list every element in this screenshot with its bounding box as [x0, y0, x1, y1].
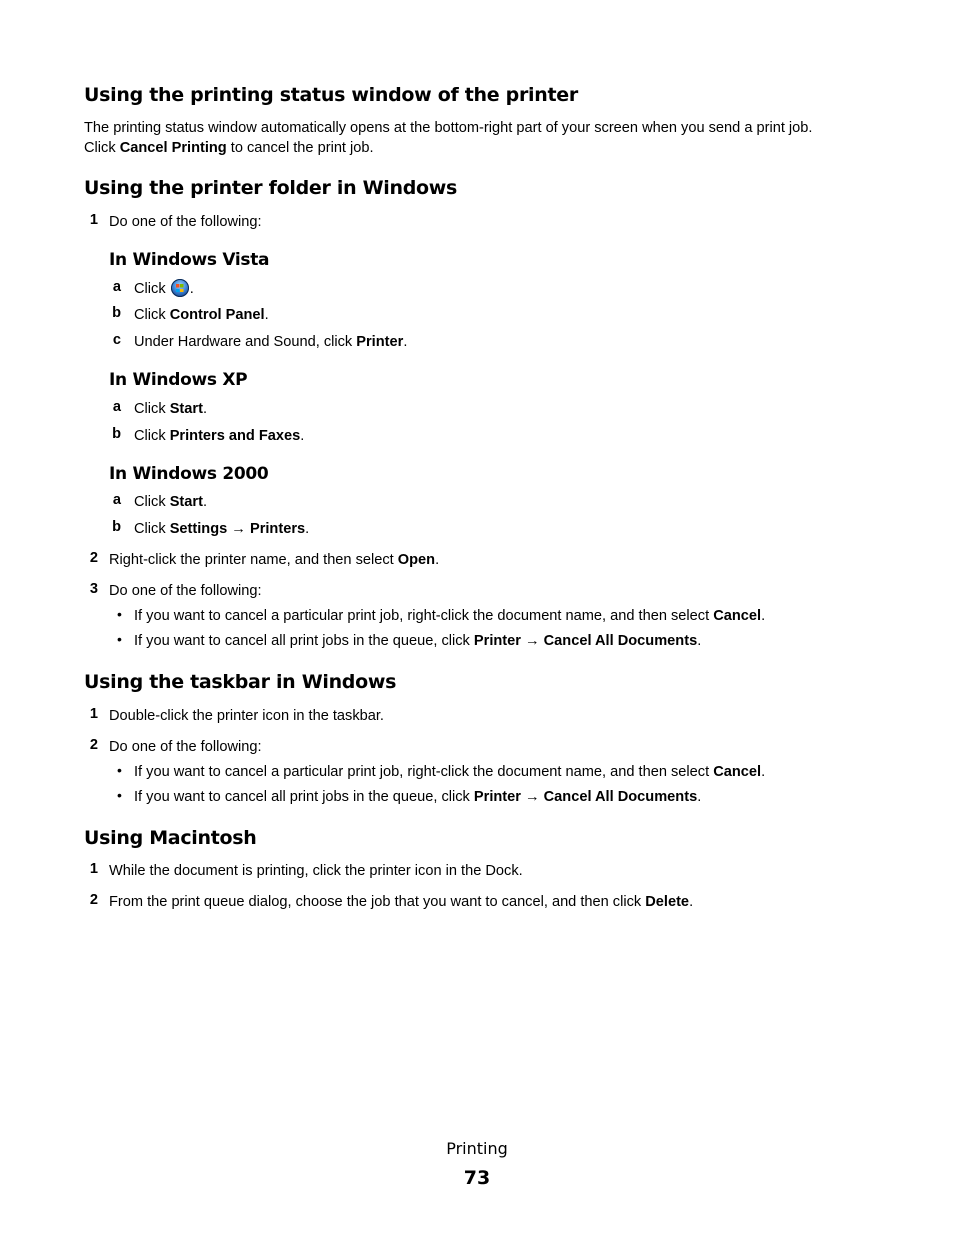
footer-section-title: Printing — [446, 1139, 508, 1158]
text: Click — [134, 428, 170, 444]
text: . — [697, 633, 702, 649]
step-text: Do one of the following: — [109, 739, 262, 755]
step-number: 3 — [89, 581, 98, 597]
step-number: 1 — [89, 706, 98, 722]
substep-text — [134, 332, 407, 352]
heading-macintosh: Using Macintosh — [84, 827, 257, 849]
text: Click — [134, 401, 170, 417]
text: Click — [84, 140, 120, 156]
text: If you want to cancel all print jobs in the queue, click — [134, 633, 474, 649]
step-text: Do one of the following: — [109, 214, 262, 230]
step-number: 2 — [89, 737, 98, 753]
subheading-windows-xp: In Windows XP — [109, 370, 248, 390]
substep-letter: a — [112, 399, 121, 415]
step-number: 1 — [89, 861, 98, 877]
ui-term: Settings → Printers — [169, 521, 306, 537]
bullet-text — [134, 787, 701, 807]
step-text — [109, 892, 693, 912]
text: Click — [134, 521, 170, 537]
text: From the print queue dialog, choose the job that you want to cancel, and then click — [109, 894, 646, 910]
text: Click — [134, 281, 170, 297]
text: . — [435, 552, 440, 568]
paragraph-line-2 — [84, 138, 374, 158]
text: . — [403, 334, 408, 350]
ui-term: Printer — [356, 334, 404, 350]
step-number: 1 — [89, 212, 98, 228]
text: If you want to cancel a particular print job, right-click the document name, and then select — [134, 608, 714, 624]
bullet-text — [134, 631, 701, 651]
text: . — [300, 428, 305, 444]
text: to cancel the print job. — [226, 140, 374, 156]
substep-text — [134, 305, 269, 325]
text: . — [202, 401, 207, 417]
substep-letter: b — [112, 305, 121, 321]
text: If you want to cancel a particular print job, right-click the document name, and then select — [134, 764, 714, 780]
ui-term: Open — [397, 552, 436, 568]
step-text: While the document is printing, click the printer icon in the Dock. — [109, 863, 523, 879]
paragraph-line-1: The printing status window automatically opens at the bottom-right part of your screen when you send a print job. — [84, 120, 813, 136]
subheading-windows-2000: In Windows 2000 — [109, 464, 269, 484]
substep-text — [134, 279, 194, 299]
page-number: 73 — [463, 1167, 491, 1189]
step-text — [109, 550, 439, 570]
step-number: 2 — [89, 892, 98, 908]
step-text: Do one of the following: — [109, 583, 262, 599]
heading-taskbar-windows: Using the taskbar in Windows — [84, 671, 397, 693]
ui-term: Cancel — [713, 764, 762, 780]
text: . — [202, 494, 207, 510]
substep-letter: c — [112, 332, 121, 348]
step-number: 2 — [89, 550, 98, 566]
substep-text — [134, 426, 304, 446]
bullet-text — [134, 762, 765, 782]
substep-letter: b — [112, 519, 121, 535]
text: . — [189, 281, 194, 297]
subheading-windows-vista: In Windows Vista — [109, 250, 270, 270]
heading-printer-folder-windows: Using the printer folder in Windows — [84, 177, 458, 199]
ui-term: Cancel — [713, 608, 762, 624]
bullet-icon: • — [117, 606, 122, 622]
text: . — [689, 894, 694, 910]
text: If you want to cancel all print jobs in the queue, click — [134, 789, 474, 805]
step-text: Double-click the printer icon in the taskbar. — [109, 708, 384, 724]
text: Right-click the printer name, and then select — [109, 552, 398, 568]
substep-text — [134, 399, 207, 419]
ui-term: Control Panel — [169, 307, 265, 323]
text: Click — [134, 307, 170, 323]
text: Click — [134, 494, 170, 510]
ui-term: Delete — [645, 894, 690, 910]
ui-term: Printers and Faxes — [169, 428, 301, 444]
bullet-icon: • — [117, 631, 122, 647]
ui-term-cancel-printing: Cancel Printing — [119, 140, 227, 156]
text: Under Hardware and Sound, click — [134, 334, 357, 350]
ui-term: Start — [169, 494, 203, 510]
bullet-icon: • — [117, 787, 122, 803]
text: . — [697, 789, 702, 805]
windows-start-orb-icon — [171, 279, 189, 297]
substep-text — [134, 492, 207, 512]
ui-term: Printer → Cancel All Documents — [473, 789, 698, 805]
substep-text — [134, 519, 309, 539]
heading-printing-status-window: Using the printing status window of the printer — [84, 84, 578, 106]
bullet-icon: • — [117, 762, 122, 778]
substep-letter: a — [112, 279, 121, 295]
substep-letter: b — [112, 426, 121, 442]
text: . — [264, 307, 269, 323]
text: . — [305, 521, 310, 537]
substep-letter: a — [112, 492, 121, 508]
bullet-text — [134, 606, 765, 626]
text: . — [761, 608, 766, 624]
ui-term: Printer → Cancel All Documents — [473, 633, 698, 649]
text: . — [761, 764, 766, 780]
ui-term: Start — [169, 401, 203, 417]
